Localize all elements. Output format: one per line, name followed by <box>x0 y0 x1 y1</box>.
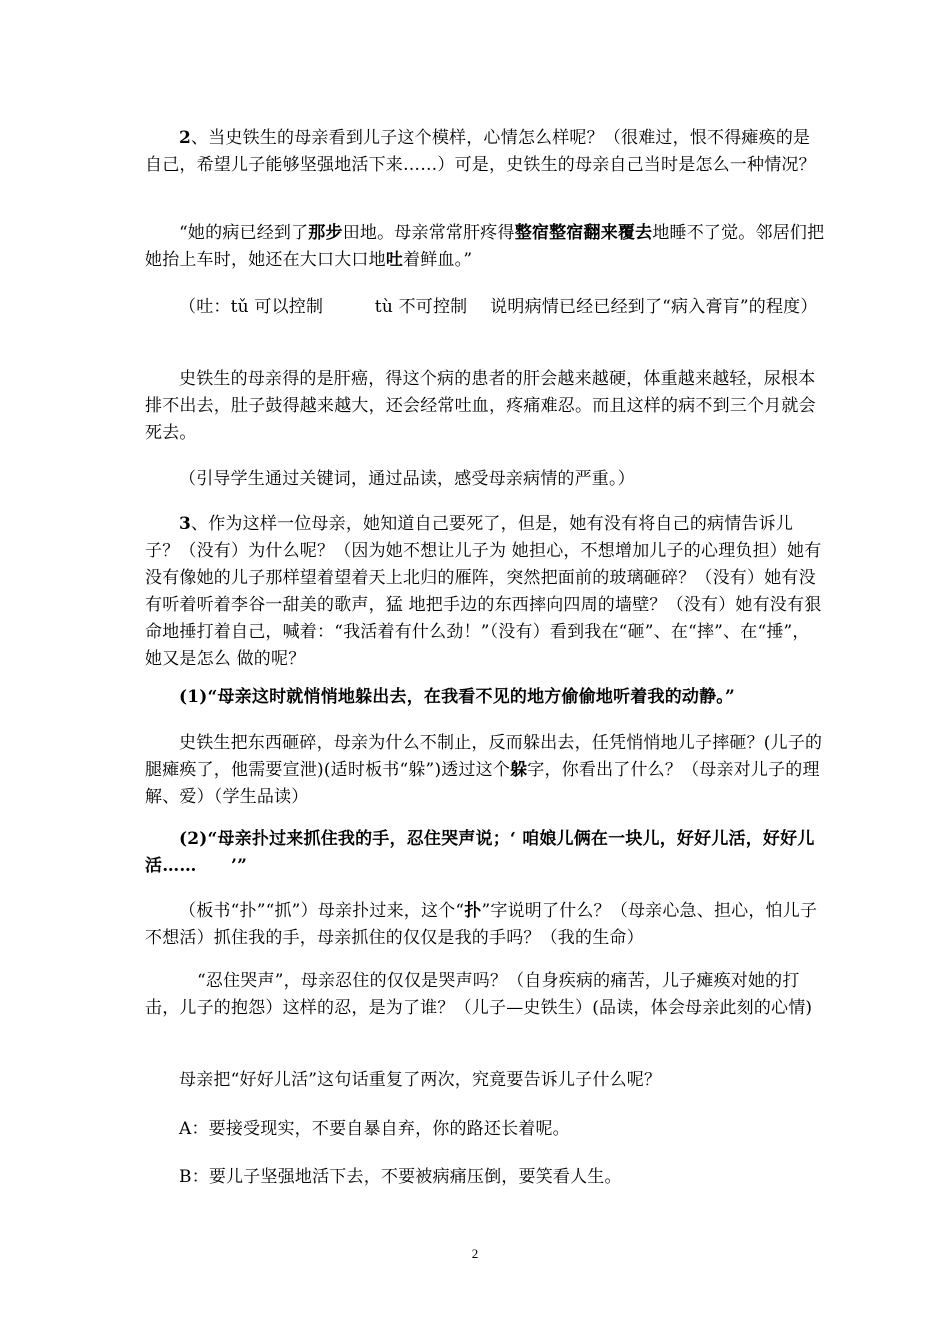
paragraph-question-3 <box>145 511 825 673</box>
pronunciation-note: （吐：tǔ 可以控制 tù 不可控制 说明病情已经已经到了“病入膏肓”的程度） <box>179 297 818 317</box>
answer-a: A：要接受现实，不要自暴自弃，你的路还长着呢。 <box>179 1119 570 1139</box>
quote-text: 着鲜血。” <box>403 250 473 270</box>
page-number: 2 <box>471 1246 479 1261</box>
paragraph-liver-cancer: 史铁生的母亲得的是肝癌，得这个病的患者的肝会越来越硬，体重越来越轻，尿根本排不出去，肚子鼓得越来越大，还会经常吐血，疼痛难忍。而且这样的病不到三个月就会死去。 <box>145 369 816 443</box>
paragraph-pounce-analysis <box>145 898 825 952</box>
emphasis-word: 吐 <box>385 250 404 270</box>
paragraph-text: （板书“扑”“抓”）母亲扑过来，这个“ <box>179 901 465 921</box>
paragraph-hold-tears: “忍住哭声”，母亲忍住的仅仅是哭声吗？（自身疾病的痛苦，儿子瘫痪对她的打击，儿子的抱怨）这样的忍，是为了谁？（儿子—史铁生）(品读，体会母亲此刻的心情) <box>145 971 813 1018</box>
quote-mother-illness <box>145 220 825 274</box>
emphasis-word: 躲 <box>510 760 528 780</box>
answer-b: B：要儿子坚强地活下去，不要被病痛压倒，要笑看人生。 <box>179 1167 622 1187</box>
quote-text: 田地。母亲常常肝疼得 <box>342 223 515 243</box>
paragraph-question-2 <box>145 125 825 179</box>
quote-text: 地睡不了觉。邻居们把她抬上车时，她还在大口大口地 <box>145 223 825 270</box>
paragraph-hide-analysis <box>145 730 825 811</box>
emphasis-word: 整宿整宿翻来覆去 <box>514 223 653 243</box>
emphasis-word: 扑 <box>464 901 482 921</box>
paragraph-text: 、当史铁生的母亲看到儿子这个模样，心情怎么样呢？（很难过，恨不得瘫痪的是自己，希望儿子能够坚强地活下来……）可是，史铁生的母亲自己当时是怎么一种情况？ <box>145 128 816 175</box>
quote-1-hide: (1)“母亲这时就悄悄地躲出去，在我看不见的地方偷偷地听着我的动静。” <box>179 687 735 707</box>
paragraph-text: ”字说明了什么？（母亲心急、担心，怕儿子不想活）抓住我的手，母亲抓住的仅仅是我的手吗？（我的生命） <box>145 901 818 948</box>
emphasis-word: 那步 <box>308 223 343 243</box>
question-number: 3 <box>179 514 192 534</box>
paragraph-repeat-question: 母亲把“好好儿活”这句话重复了两次，究竟要告诉儿子什么呢？ <box>179 1070 662 1090</box>
paragraph-text: 史铁生把东西砸碎，母亲为什么不制止，反而躲出去，任凭悄悄地儿子摔砸？(儿子的腿瘫痪了，他需要宣泄)(适时板书“躲”)透过这个 <box>145 733 823 780</box>
quote-2-grab-hand: (2)“母亲扑过来抓住我的手，忍住哭声说；‘ 咱娘儿俩在一块儿，好好儿活，好好儿活…… ’” <box>145 829 815 876</box>
teaching-note: （引导学生通过关键词，通过品读，感受母亲病情的严重。） <box>179 469 635 489</box>
paragraph-text: 字，你看出了什么？（母亲对儿子的理解、爱）（学生品读） <box>145 760 820 807</box>
paragraph-text: 、作为这样一位母亲，她知道自己要死了，但是，她有没有将自己的病情告诉儿子？（没有）为什么呢？（因为她不想让儿子为 她担心，不想增加儿子的心理负担）她有没有像她的儿子那样望着望着天上北归的雁阵，突然把面前的玻璃砸碎？（没有）她有没有听着听着李谷一甜美的歌声，猛 地把手边的东西摔向四周的墙壁？（没有）她有没有狠命地捶打着自己，喊着：“我活着有什么劲！”（没有）看到我在“砸”、在“摔”、在“捶”，她又是怎么 做的呢？ <box>145 514 822 669</box>
question-number: 2 <box>179 128 192 148</box>
quote-text: “她的病已经到了 <box>179 223 309 243</box>
